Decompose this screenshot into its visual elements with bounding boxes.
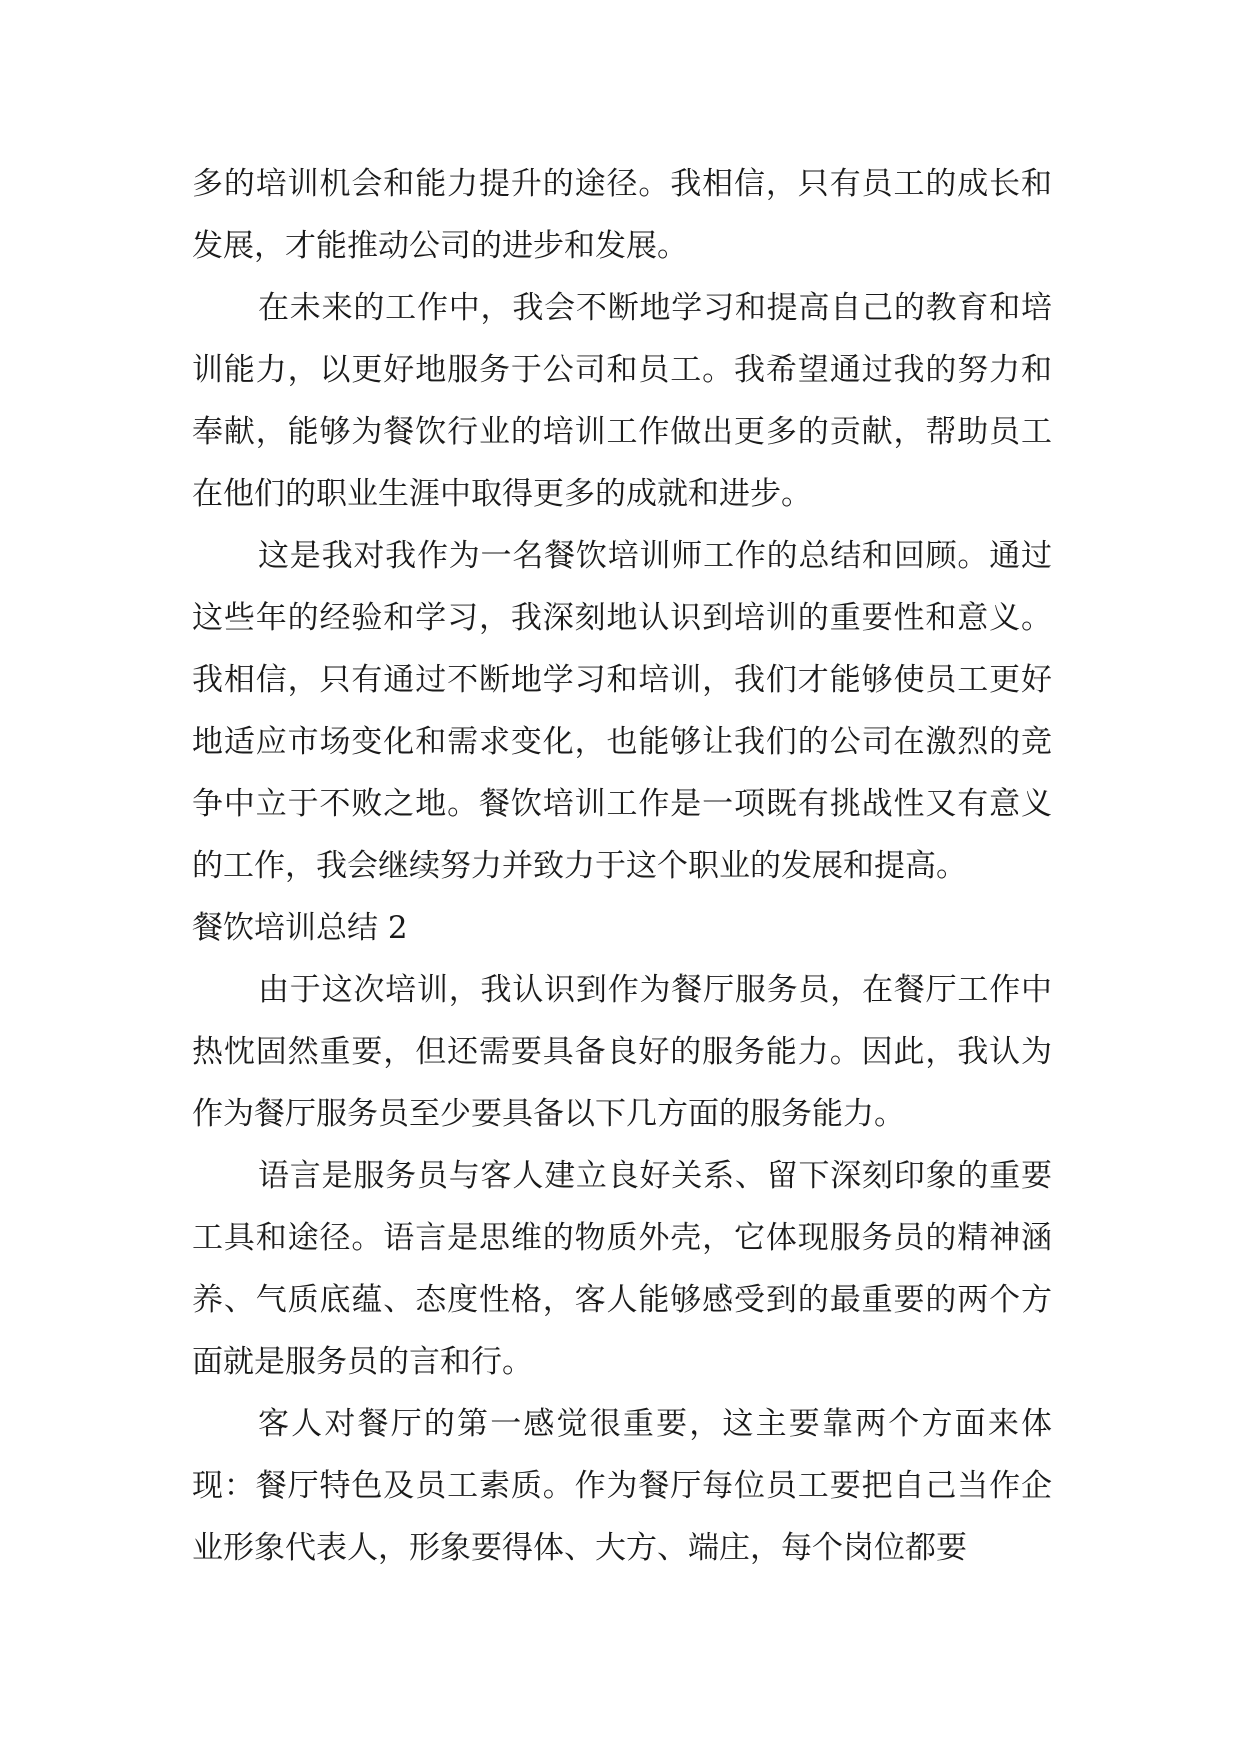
paragraph-language: 语言是服务员与客人建立良好关系、留下深刻印象的重要工具和途径。语言是思维的物质外壳，它体现服务员的精神涵养、气质底蕴、态度性格，客人能够感受到的最重要的两个方面就是服务员的言和行。 [192,1158,1052,1380]
paragraph-continuation: 多的培训机会和能力提升的途径。我相信，只有员工的成长和发展，才能推动公司的进步和发展。 [192,166,1052,264]
paragraph-service-ability: 由于这次培训，我认识到作为餐厅服务员，在餐厅工作中热忱固然重要，但还需要具备良好的服务能力。因此，我认为作为餐厅服务员至少要具备以下几方面的服务能力。 [192,972,1052,1132]
section-title: 餐饮培训总结 2 [192,910,408,946]
paragraph-first-impression: 客人对餐厅的第一感觉很重要，这主要靠两个方面来体现：餐厅特色及员工素质。作为餐厅每位员工要把自己当作企业形象代表人，形象要得体、大方、端庄，每个岗位都要 [192,1406,1052,1566]
paragraph-future-work: 在未来的工作中，我会不断地学习和提高自己的教育和培训能力，以更好地服务于公司和员工。我希望通过我的努力和奉献，能够为餐饮行业的培训工作做出更多的贡献，帮助员工在他们的职业生涯中取得更多的成就和进步。 [192,290,1052,512]
document-body [192,153,1052,1579]
paragraph-summary: 这是我对我作为一名餐饮培训师工作的总结和回顾。通过这些年的经验和学习，我深刻地认识到培训的重要性和意义。我相信，只有通过不断地学习和培训，我们才能够使员工更好地适应市场变化和需求变化，也能够让我们的公司在激烈的竞争中立于不败之地。餐饮培训工作是一项既有挑战性又有意义的工作，我会继续努力并致力于这个职业的发展和提高。 [192,538,1052,884]
